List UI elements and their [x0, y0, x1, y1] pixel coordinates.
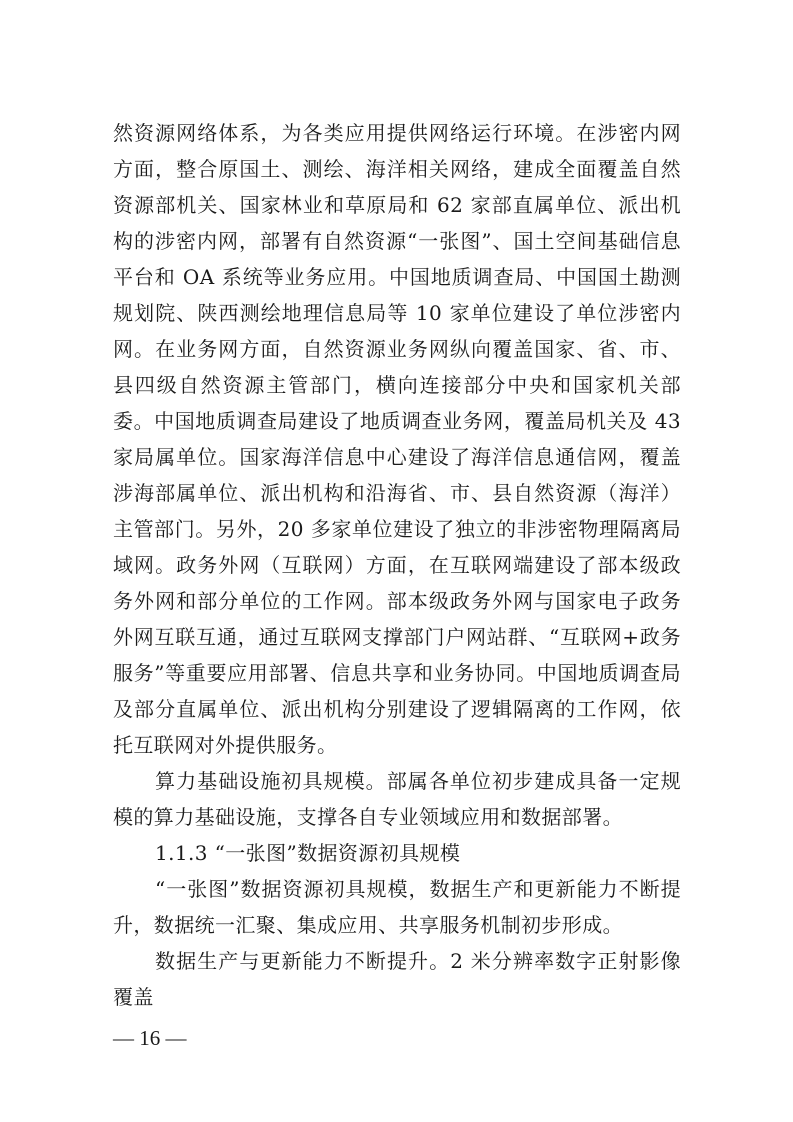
- paragraph-network-systems: 然资源网络体系，为各类应用提供网络运行环境。在涉密内网方面，整合原国土、测绘、海洋相关网络，建成全面覆盖自然资源部机关、国家林业和草原局和 62 家部直属单位、派出机构的涉密内网，部署有自然资源“一张图”、国土空间基础信息平台和 OA 系统等业务应用。中国地质调查局、中国国土勘测规划院、陕西测绘地理信息局等 10 家单位建设了单位涉密内网。在业务网方面，自然资源业务网纵向覆盖国家、省、市、县四级自然资源主管部门，横向连接部分中央和国家机关部委。中国地质调查局建设了地质调查业务网，覆盖局机关及 43 家局属单位。国家海洋信息中心建设了海洋信息通信网，覆盖涉海部属单位、派出机构和沿海省、市、县自然资源（海洋）主管部门。另外，20 多家单位建设了独立的非涉密物理隔离局域网。政务外网（互联网）方面，在互联网端建设了部本级政务外网和部分单位的工作网。部本级政务外网与国家电子政务外网互联互通，通过互联网支撑部门户网站群、“互联网+政务服务”等重要应用部署、信息共享和业务协同。中国地质调查局及部分直属单位、派出机构分别建设了逻辑隔离的工作网，依托互联网对外提供服务。: [113, 121, 681, 757]
- paragraph-computing-infrastructure: 算力基础设施初具规模。部属各单位初步建成具备一定规模的算力基础设施，支撑各自专业领域应用和数据部署。: [113, 769, 681, 829]
- paragraph-data-resources-summary: “一张图”数据资源初具规模，数据生产和更新能力不断提升，数据统一汇聚、集成应用、共享服务机制初步形成。: [113, 877, 681, 937]
- page-number: — 16 —: [113, 1026, 187, 1050]
- section-heading-1-1-3: 1.1.3 “一张图”数据资源初具规模: [155, 841, 461, 865]
- document-page-body: [113, 115, 681, 1015]
- paragraph-data-production: 数据生产与更新能力不断提升。2 米分辨率数字正射影像覆盖: [113, 949, 681, 1009]
